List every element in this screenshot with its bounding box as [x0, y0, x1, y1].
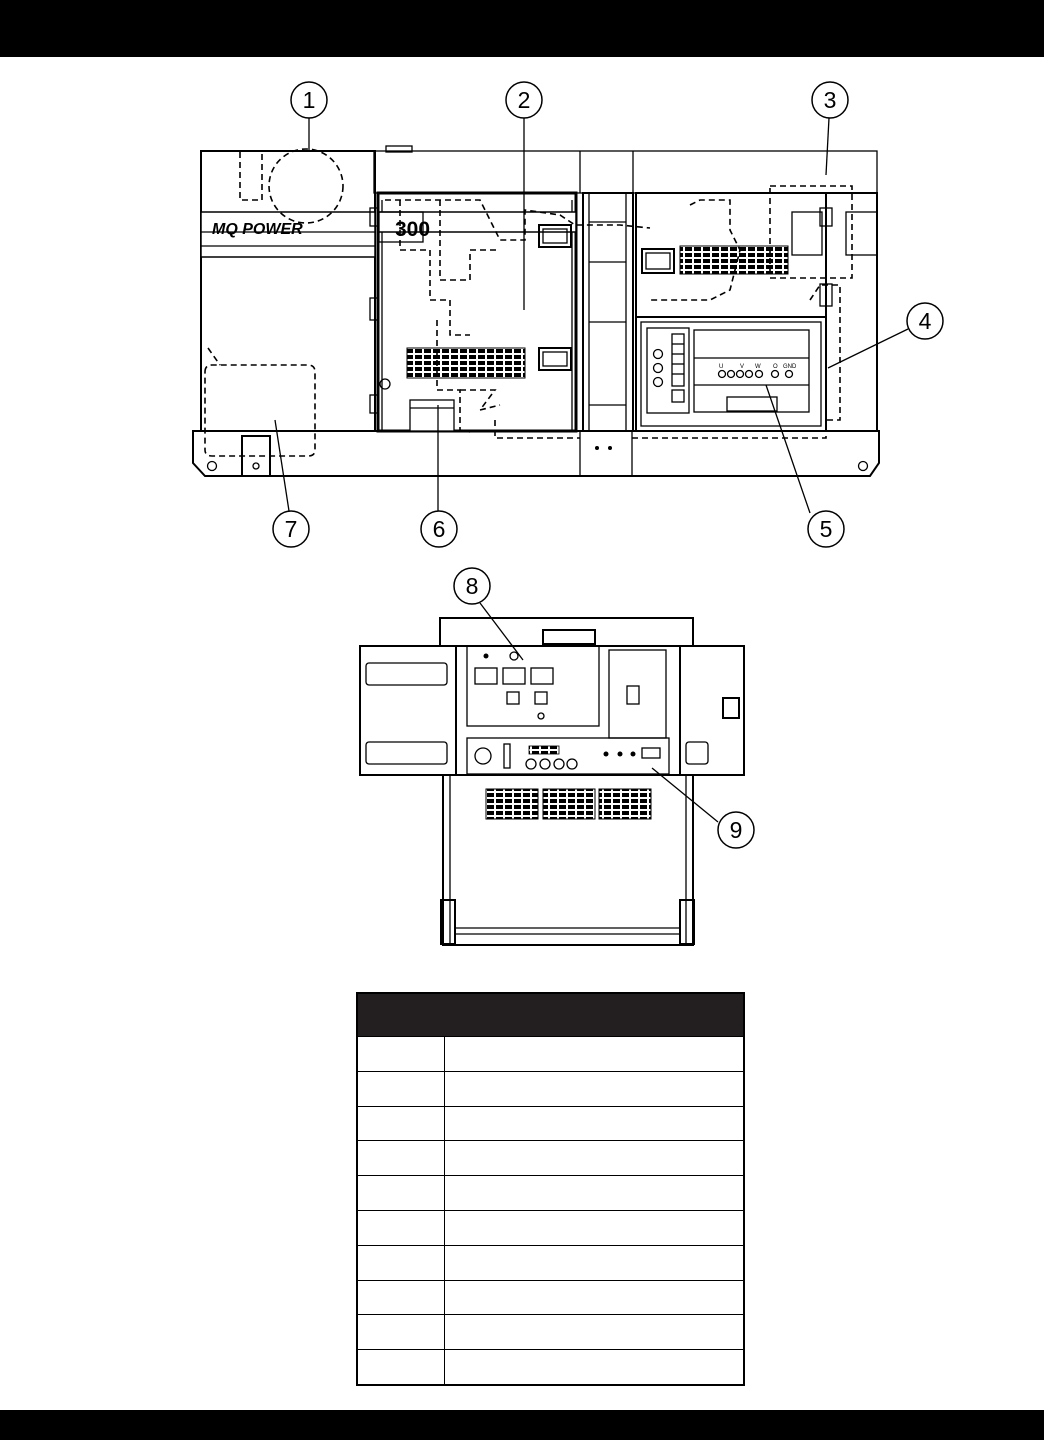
table-row — [357, 1071, 744, 1106]
table-row — [357, 1350, 744, 1385]
bottom-black-bar — [0, 1410, 1044, 1440]
terminal-label: W — [755, 364, 761, 370]
callout-1 — [291, 82, 327, 118]
callout-2 — [506, 82, 542, 118]
callout-number: 8 — [465, 573, 479, 599]
table-cell-no — [357, 1350, 445, 1385]
callout-9 — [718, 812, 754, 848]
callout-number: 9 — [729, 817, 743, 843]
callout-number: 2 — [517, 87, 531, 113]
table-cell-description — [445, 1245, 745, 1280]
table-row — [357, 1176, 744, 1211]
table-row — [357, 1210, 744, 1245]
table-header-row — [357, 993, 744, 1037]
callout-number: 3 — [823, 87, 837, 113]
callout-number: 6 — [432, 516, 446, 542]
table-cell-no — [357, 1245, 445, 1280]
table-cell-no — [357, 1141, 445, 1176]
callout-number: 1 — [302, 87, 316, 113]
terminal-label: O — [773, 364, 778, 370]
table-cell-description — [445, 1350, 745, 1385]
model-label: 300 — [395, 218, 431, 241]
table-cell-description — [445, 1176, 745, 1211]
table-cell-description — [445, 1071, 745, 1106]
table-cell-no — [357, 1210, 445, 1245]
callout-4 — [907, 303, 943, 339]
table-row — [357, 1141, 744, 1176]
table-cell-description — [445, 1280, 745, 1315]
table-cell-no — [357, 1315, 445, 1350]
table-cell-no — [357, 1280, 445, 1315]
table-row — [357, 1245, 744, 1280]
callout-5 — [808, 511, 844, 547]
callout-3 — [812, 82, 848, 118]
callout-number: 5 — [819, 516, 833, 542]
terminal-label: U — [719, 364, 724, 370]
table-cell-description — [445, 1141, 745, 1176]
callout-number: 7 — [284, 516, 298, 542]
table-cell-no — [357, 1176, 445, 1211]
table-row — [357, 1037, 744, 1072]
callout-8 — [454, 568, 490, 604]
table-cell-description — [445, 1106, 745, 1141]
table-cell-no — [357, 1037, 445, 1072]
table-header-cell — [357, 993, 744, 1037]
terminal-label: V — [740, 364, 745, 370]
callout-6 — [421, 511, 457, 547]
table-row — [357, 1106, 744, 1141]
table-cell-description — [445, 1210, 745, 1245]
component-legend-table — [356, 992, 745, 1386]
table-row — [357, 1280, 744, 1315]
side-view-enclosure — [193, 146, 879, 476]
front-view-enclosure — [360, 618, 744, 945]
terminal-label: GND — [783, 364, 797, 370]
table-cell-description — [445, 1315, 745, 1350]
table-cell-no — [357, 1106, 445, 1141]
table-cell-description — [445, 1037, 745, 1072]
callout-7 — [273, 511, 309, 547]
table-cell-no — [357, 1071, 445, 1106]
brand-label: MQ POWER — [212, 221, 303, 238]
output-terminal-labels — [719, 364, 797, 370]
table-row — [357, 1315, 744, 1350]
callout-number: 4 — [918, 308, 932, 334]
